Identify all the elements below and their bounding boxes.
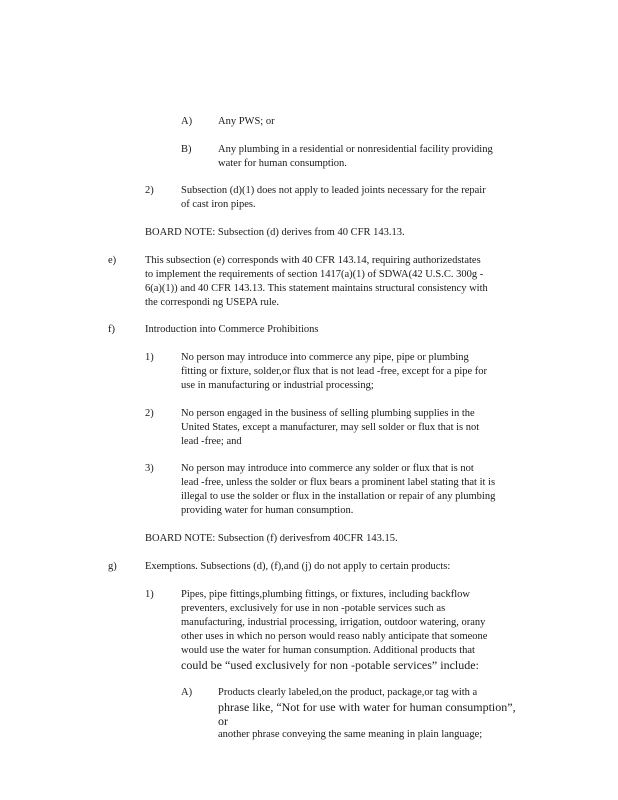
- section-heading: Introduction into Commerce Prohibitions: [145, 324, 319, 335]
- item-text: Any PWS; or: [218, 116, 275, 127]
- item-text: Subsection (d)(1) does not apply to leaded joints necessary for the repair of cast iron pipes.: [181, 185, 486, 210]
- item-label: e): [108, 255, 117, 266]
- item-label: 2): [145, 408, 154, 419]
- item-label: f): [108, 324, 115, 335]
- item-text: No person engaged in the business of selling plumbing supplies in the United States, except a manufacturer, may sell solder or flux that is not lead -free; and: [181, 408, 480, 447]
- item-label: B): [181, 144, 192, 155]
- item-label: 3): [145, 463, 154, 474]
- item-label: 1): [145, 352, 154, 363]
- board-note: BOARD NOTE: Subsection (f) derivesfrom 40CFR 143.15.: [145, 533, 398, 544]
- item-label: A): [181, 687, 193, 698]
- item-label: A): [181, 116, 193, 127]
- item-text: Pipes, pipe fittings,plumbing fittings, or fixtures, including backflow preventers, exclusively for use in non -potable services such as manufacturing, industrial processing, irrigation, outdoor watering, orany other uses in which no person would reaso nably anticipate that someone would use the water for human consumption. Additional products that could be “used exclusively for non -potable services” include:: [181, 589, 488, 672]
- item-text: This subsection (e) corresponds with 40 CFR 143.14, requiring authorizedstates to implement the requirements of section 1417(a)(1) of SDWA(42 U.S.C. 300g - 6(a)(1)) and 40 CFR 143.13. This statement maintains structural consistency with the correspondi ng USEPA rule.: [145, 255, 488, 308]
- item-label: 1): [145, 589, 154, 600]
- item-text: No person may introduce into commerce any pipe, pipe or plumbing fitting or fixture, solder,or flux that is not lead -free, except for a pipe for use in manufacturing or industrial processing;: [181, 352, 488, 391]
- section-heading: Exemptions. Subsections (d), (f),and (j) do not apply to certain products:: [145, 561, 451, 572]
- item-text: Products clearly labeled,on the product, package,or tag with a phrase like, “Not for use with water for human consumption”, or another phrase conveying the same meaning in plain language;: [218, 687, 516, 740]
- board-note: BOARD NOTE: Subsection (d) derives from 40 CFR 143.13.: [145, 227, 405, 238]
- item-label: 2): [145, 185, 154, 196]
- item-label: g): [108, 561, 117, 572]
- item-text: No person may introduce into commerce any solder or flux that is not lead -free, unless the solder or flux bears a prominent label stating that it is illegal to use the solder or flux in the installation or repair of any plumbing providing water for human consumption.: [181, 463, 496, 516]
- item-text: Any plumbing in a residential or nonresidential facility providing water for human consumption.: [218, 144, 493, 169]
